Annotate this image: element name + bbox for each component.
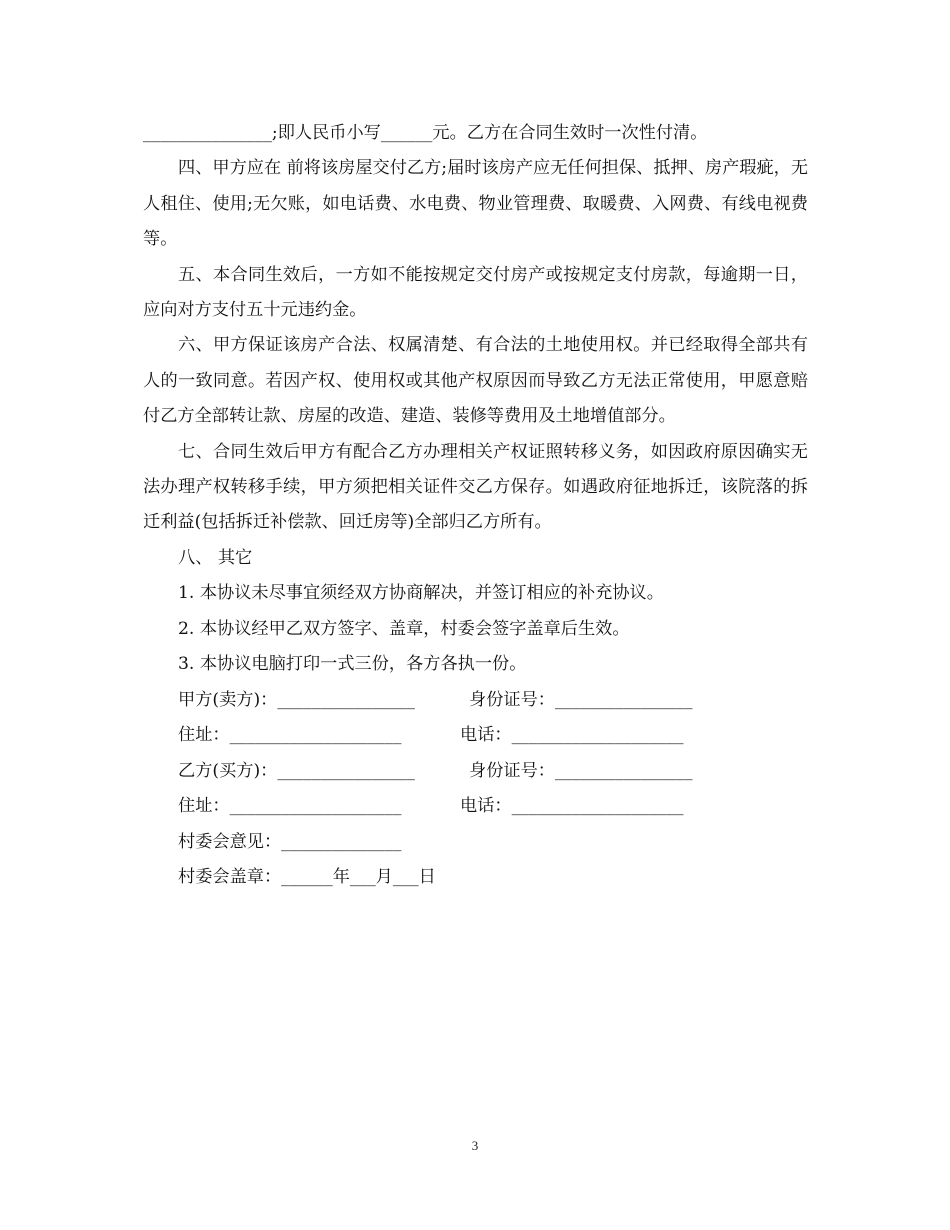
clause-8-item-3: 3. 本协议电脑打印一式三份，各方各执一份。 (178, 654, 527, 675)
document-body (143, 116, 808, 896)
clause-6-guarantee: 六、甲方保证该房产合法、权属清楚、有合法的土地使用权。并已经取得全部共有人的一致同意。若因产权、使用权或其他产权原因而导致乙方无法正常使用，甲愿意赔付乙方全部转让款、房屋的改造、建造、装修等费用及土地增值部分。 (143, 335, 808, 427)
payment-amount-line: _______________;即人民币小写______元。乙方在合同生效时一次性付清。 (143, 123, 708, 143)
clause-8-item-2: 2. 本协议经甲乙双方签字、盖章，村委会签字盖章后生效。 (178, 618, 630, 639)
party-a-id-field: 身份证号：________________ (469, 689, 693, 710)
village-committee-opinion-field: 村委会意见：______________ (178, 831, 402, 852)
party-b-address-field: 住址：____________________ (178, 796, 402, 817)
signature-row-party-b-contact (143, 789, 808, 825)
signature-row-village-opinion (143, 825, 808, 861)
village-committee-seal-date-field: 村委会盖章：______年___月___日 (178, 867, 436, 888)
party-b-phone-field: 电话：____________________ (460, 796, 684, 817)
clause-8-item-1: 1. 本协议未尽事宜须经双方协商解决，并签订相应的补充协议。 (178, 583, 664, 604)
signature-row-village-seal (143, 860, 808, 896)
clause-7-transfer: 七、合同生效后甲方有配合乙方办理相关产权证照转移义务，如因政府原因确实无法办理产权转移手续，甲方须把相关证件交乙方保存。如遇政府征地拆迁，该院落的拆迁利益(包括拆迁补偿款、回迁房等)全部归乙方所有。 (143, 441, 808, 533)
signature-row-party-a-contact (143, 718, 808, 754)
clause-4-delivery: 四、甲方应在 前将该房屋交付乙方;届时该房产应无任何担保、抵押、房产瑕疵，无人租住、使用;无欠账，如电话费、水电费、物业管理费、取暖费、入网费、有线电视费等。 (143, 158, 809, 250)
party-a-seller-field: 甲方(卖方)：________________ (178, 689, 415, 710)
party-a-phone-field: 电话：____________________ (460, 725, 684, 746)
signature-row-party-b (143, 754, 808, 790)
clause-8-title: 八、 其它 (178, 547, 253, 568)
signature-row-party-a (143, 683, 808, 719)
page-number: 3 (471, 1138, 479, 1153)
party-a-address-field: 住址：____________________ (178, 725, 402, 746)
party-b-buyer-field: 乙方(买方)：________________ (178, 760, 415, 781)
party-b-id-field: 身份证号：________________ (469, 760, 693, 781)
clause-5-penalty: 五、本合同生效后，一方如不能按规定交付房产或按规定支付房款，每逾期一日，应向对方支付五十元违约金。 (143, 264, 808, 321)
